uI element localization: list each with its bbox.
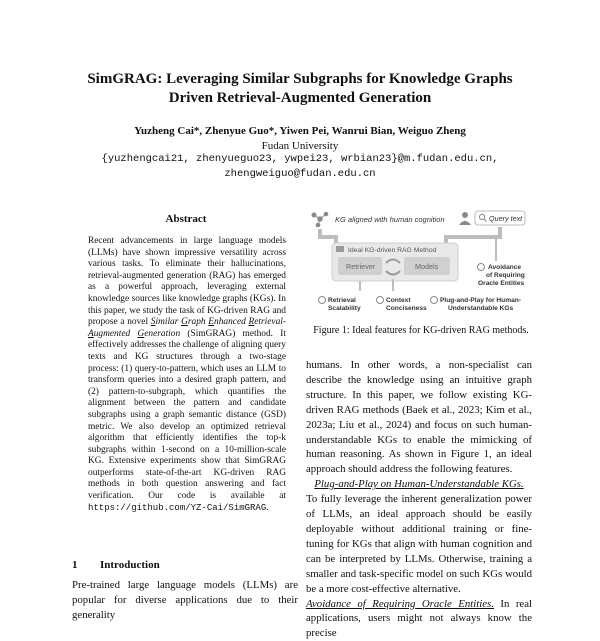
feature-2-line-2: Conciseness [386,305,427,312]
feature-4-line-3: Oracle Entities [478,280,525,287]
figure-caption: Figure 1: Ideal features for KG-driven RAG methods. [306,324,536,337]
method-name: Similar Graph Enhanced Retrieval-Augmented Generation [88,317,286,339]
paragraph-oracle: Avoidance of Requiring Oracle Entities. In real applications, users might not always know the precise [306,597,532,641]
section-title: Introduction [100,559,160,571]
section-heading-introduction [72,559,312,571]
feature-4-line-1: Avoidance [488,264,521,271]
subheading-plug-and-play: Plug-and-Play on Human-Understandable KGs. [306,477,532,492]
abstract-text-2: (SimGRAG) method. It effectively addresses the challenge of aligning query texts and KG structures through a two-stage process: (1) query-to-pattern, which uses an LLM to transform queries into a desired graph pattern, and (2) pattern-to-subgraph, which quantifies the alignment between the pattern and candidate subgraphs using a graph semantic distance (GSD) metric. We also develop an optimized retrieval algorithm that efficiently identifies the top-k subgraphs within 1-second on a 10-million-scale KG. Extensive experiments show that SimGRAG outperforms state-of-the-art KG-driven RAG methods in both question answering and fact verification. Our code is available at [88,329,286,501]
code-link[interactable]: https://github.com/YZ-Cai/SimGRAG [88,503,266,513]
feature-marker-icon [319,297,326,304]
server-icon [336,246,344,252]
method-label: Ideal KG-driven RAG Method [348,247,437,254]
abstract-body: Recent advancements in large language models (LLMs) have shown impressive versatility across various tasks. To eliminate their hallucinations, retrieval-augmented generation (RAG) has emerged as a powerful approach, leveraging external knowledge sources like knowledge graphs (KGs). In this paper, we study the task of KG-driven RAG and propose a novel Similar Graph Enhanced Retrieval-Augmented Generation (SimGRAG) method. It effectively addresses the challenge of aligning query texts and KG structures through a two-stage process: (1) query-to-pattern, which uses an LLM to transform queries into a desired graph pattern, and (2) pattern-to-subgraph, which quantifies the alignment between the pattern and candidate subgraphs using a graph semantic distance (GSD) metric. We also develop an optimized retrieval algorithm that efficiently identifies the top-k subgraphs within 1-second on a 10-million-scale KG. Extensive experiments show that SimGRAG outperforms state-of-the-art KG-driven RAG methods in both question answering and fact verification. Our code is available at https://github.com/YZ-Cai/SimGRAG. [88,236,286,514]
query-label: Query text [489,214,523,223]
author-list: Yuzheng Cai*, Zhenyue Guo*, Yiwen Pei, Wanrui Bian, Weiguo Zheng [40,124,560,138]
author-emails [40,152,560,182]
retriever-label: Retriever [346,262,376,271]
title-line-1: SimGRAG: Leveraging Similar Subgraphs for Knowledge Graphs [40,70,560,89]
query-text-box [475,211,525,225]
feature-2-line-1: Context [386,297,411,304]
subheading-avoidance: Avoidance of Requiring Oracle Entities. [306,598,494,610]
right-column-text [306,358,532,641]
models-label: Models [415,262,439,271]
kg-network-icon [312,212,328,227]
person-icon [459,212,471,225]
figure-1-diagram [306,205,536,323]
ideal-method-box [332,243,458,281]
emails-line-2: zhengweiguo@fudan.edu.cn [40,167,560,182]
title-line-2: Driven Retrieval-Augmented Generation [40,89,560,108]
abstract-heading: Abstract [76,213,296,225]
feature-3-line-2: Understandable KGs [448,305,514,312]
feature-marker-icon [377,297,384,304]
introduction-text: Pre-trained large language models (LLMs) are popular for diverse applications due to their generality [72,578,298,623]
feature-1-line-1: Retrieval [328,297,356,304]
feature-marker-icon [478,264,485,271]
abstract-text-1: Recent advancements in large language models (LLMs) have shown impressive versatility across various tasks. To eliminate their hallucinations, retrieval-augmented generation (RAG) has emerged as a powerful approach, leveraging external knowledge sources like knowledge graphs (KGs). In this paper, we study the task of KG-driven RAG and propose a novel [88,236,286,327]
paragraph: humans. In other words, a non-specialist can describe the knowledge using an intuitive graph structure. In this paper, we follow existing KG-driven RAG methods (Baek et al., 2023; Kim et al., 2023a; Liu et al., 2024) and focus on such human-understandable KGs to enable the mimicking of human reasoning. As shown in Figure 1, an ideal approach should address the following features. [306,358,532,477]
section-number: 1 [72,559,100,571]
figure-1 [306,205,536,323]
paper-title [40,70,560,108]
affiliation: Fudan University [40,139,560,153]
kg-arrow [320,229,336,243]
feature-3-line-1: Plug-and-Play for Human- [440,297,521,304]
paragraph: To fully leverage the inherent generalization power of LLMs, an ideal approach should be easily deployable without additional training or fine-tuning for KGs that align with human cognition and can be interpreted by LLMs. Otherwise, training a smaller and task-specific model on such KGs would be a more cost-effective alternative. [306,492,532,596]
feature-4-line-2: of Requiring [486,272,525,279]
kg-label: KG aligned with human cognition [335,215,445,224]
query-arrow [446,227,500,243]
feature-1-line-2: Scalability [328,305,361,312]
feature-marker-icon [431,297,438,304]
emails-line-1: {yuzhengcai21, zhenyueguo23, ywpei23, wrbian23}@m.fudan.edu.cn, [40,152,560,167]
